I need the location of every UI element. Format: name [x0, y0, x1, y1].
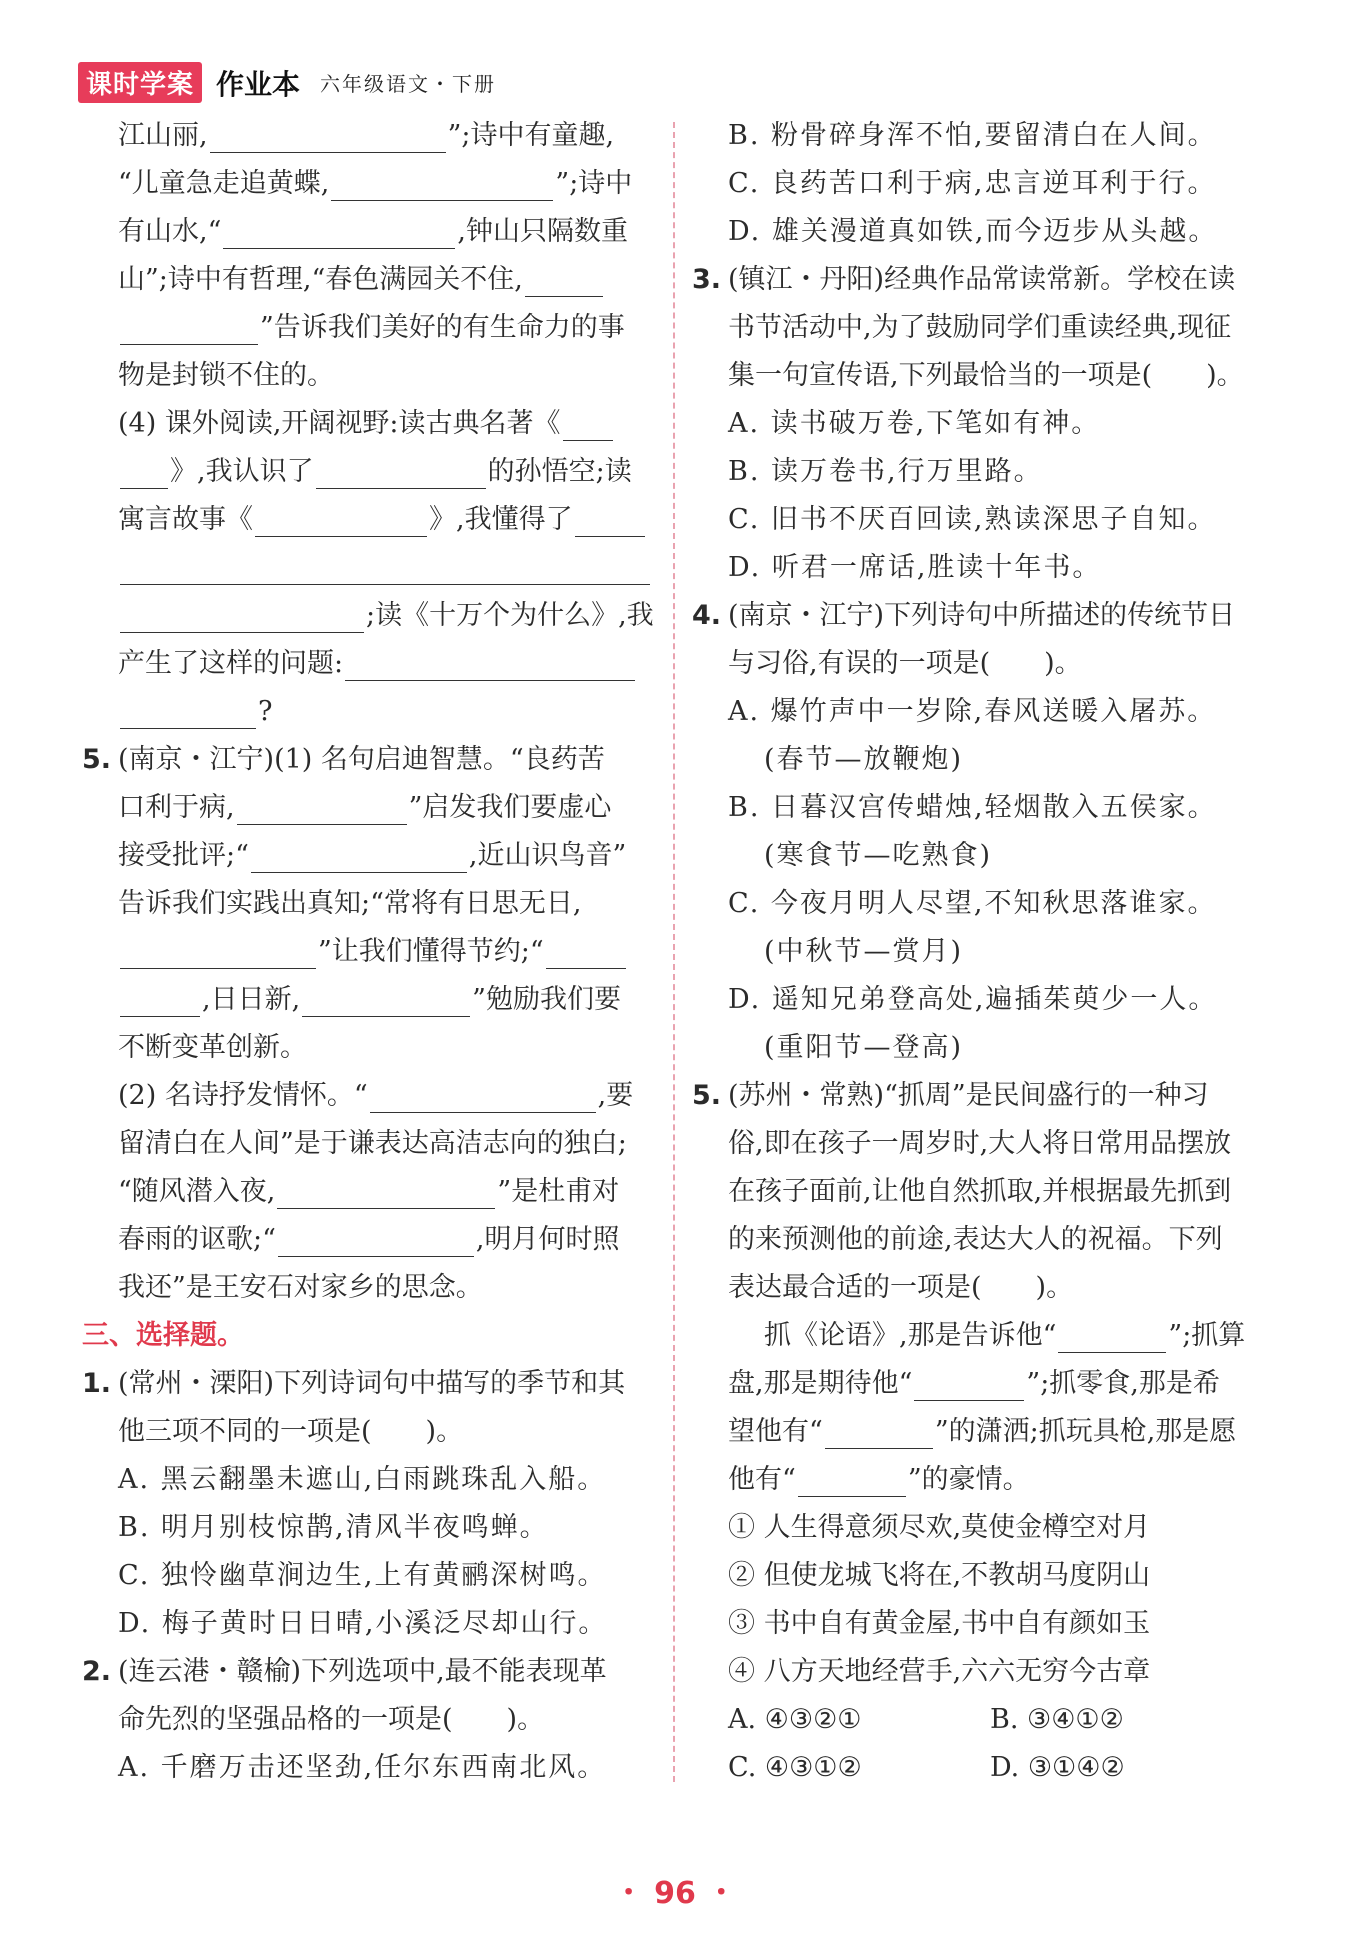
text-line: 与习俗,有误的一项是( )。	[728, 648, 1082, 679]
option-c[interactable]: C. 旧书不厌百回读,熟读深思子自知。	[728, 504, 1217, 535]
list-item: ① 人生得意须尽欢,莫使金樽空对月	[728, 1512, 1151, 1543]
column-divider	[673, 122, 675, 1782]
answer-blank[interactable]	[251, 840, 467, 873]
option-b[interactable]: B. 粉骨碎身浑不怕,要留清白在人间。	[728, 120, 1217, 151]
option-a[interactable]: A. 读书破万卷,下笔如有神。	[728, 408, 1101, 439]
answer-blank[interactable]	[223, 216, 455, 249]
option-c[interactable]: C. 良药苦口利于病,忠言逆耳利于行。	[728, 168, 1217, 199]
list-item: ② 但使龙城飞将在,不教胡马度阴山	[728, 1560, 1151, 1591]
text-line: 物是封锁不住的。	[118, 360, 334, 391]
option-note: (寒食节—吃熟食)	[764, 840, 993, 871]
answer-blank[interactable]	[255, 504, 427, 537]
answer-blank[interactable]	[278, 1224, 474, 1257]
option-a[interactable]: A. 黑云翻墨未遮山,白雨跳珠乱入船。	[118, 1464, 607, 1495]
question-number: 5.	[82, 744, 112, 775]
question-number: 4.	[692, 600, 722, 631]
option-b[interactable]: B. 明月别枝惊鹊,清风半夜鸣蝉。	[118, 1512, 549, 1543]
answer-blank[interactable]	[345, 648, 635, 681]
question-5: 5. (南京・江宁)(1) 名句启迪智慧。“良药苦	[82, 736, 654, 784]
list-item: ④ 八方天地经营手,六六无穷今古章	[728, 1656, 1151, 1687]
text-line: 告诉我们实践出真知;“常将有日思无日,	[118, 888, 582, 919]
text-line: 不断变革创新。	[118, 1032, 307, 1063]
option-d[interactable]: D. 雄关漫道真如铁,而今迈步从头越。	[728, 216, 1218, 247]
text-line: 书节活动中,为了鼓励同学们重读经典,现征	[728, 312, 1232, 343]
answer-blank[interactable]	[120, 600, 364, 633]
text-line	[82, 544, 654, 592]
text-line: ;读《十万个为什么》,我	[82, 592, 654, 640]
answer-blank[interactable]	[316, 456, 486, 489]
text-line: 他有“ ”的豪情。	[728, 1464, 1030, 1495]
option-a[interactable]: A. 爆竹声中一岁除,春风送暖入屠苏。	[728, 696, 1217, 727]
text-line: ”让我们懂得节约;“	[82, 928, 654, 976]
option-a[interactable]: A. ④③②①	[728, 1704, 862, 1735]
choice-question-5: 5. (苏州・常熟)“抓周”是民间盛行的一种习	[692, 1072, 1272, 1120]
answer-blank[interactable]	[563, 408, 613, 441]
option-d[interactable]: D. 听君一席话,胜读十年书。	[728, 552, 1102, 583]
option-d[interactable]: D. ③①④②	[990, 1752, 1125, 1783]
text-line: “儿童急走追黄蝶, ”;诗中	[118, 168, 633, 199]
text-line: (4) 课外阅读,开阔视野:读古典名著《	[82, 400, 654, 448]
text-line: (2) 名诗抒发情怀。“ ,要	[118, 1080, 634, 1111]
answer-blank[interactable]	[525, 264, 603, 297]
text-line: 我还”是王安石对家乡的思念。	[118, 1272, 483, 1303]
option-b[interactable]: B. ③④①②	[990, 1704, 1124, 1735]
text-line: 表达最合适的一项是( )。	[728, 1272, 1074, 1303]
text-line: 抓《论语》,那是告诉他“ ”;抓算	[764, 1320, 1246, 1351]
brand-logo-black: 作业本	[216, 67, 301, 101]
text-line: 的来预测他的前途,表达大人的祝福。下列	[728, 1224, 1223, 1255]
question-number: 3.	[692, 264, 722, 295]
option-note: (春节—放鞭炮)	[764, 744, 964, 775]
right-column	[692, 112, 1272, 1792]
question-number: 2.	[82, 1656, 112, 1687]
option-c[interactable]: C. ④③①②	[728, 1752, 862, 1783]
answer-blank[interactable]	[210, 120, 446, 153]
answer-blank[interactable]	[546, 936, 626, 969]
list-item: ③ 书中自有黄金屋,书中自有颜如玉	[728, 1608, 1151, 1639]
text-line: 口利于病, ”启发我们要虚心	[118, 792, 612, 823]
option-c[interactable]: C. 今夜月明人尽望,不知秋思落谁家。	[728, 888, 1217, 919]
text-line: 有山水,“ ,钟山只隔数重	[118, 216, 628, 247]
option-d[interactable]: D. 梅子黄时日日晴,小溪泛尽却山行。	[118, 1608, 608, 1639]
text-line: ?	[82, 688, 654, 736]
option-c[interactable]: C. 独怜幽草涧边生,上有黄鹂深树鸣。	[118, 1560, 607, 1591]
question-number: 5.	[692, 1080, 722, 1111]
answer-blank[interactable]	[120, 696, 256, 729]
brand-logo-red: 课时学案	[78, 62, 202, 103]
question-number: 1.	[82, 1368, 112, 1399]
answer-blank[interactable]	[1058, 1320, 1166, 1353]
text-line: “随风潜入夜, ”是杜甫对	[118, 1176, 620, 1207]
answer-blank[interactable]	[825, 1416, 933, 1449]
choice-question-1: 1. (常州・溧阳)下列诗词句中描写的季节和其	[82, 1360, 654, 1408]
answer-blank[interactable]	[277, 1176, 495, 1209]
text-line: 》,我认识了 的孙悟空;读	[82, 448, 654, 496]
options-row	[692, 1744, 1272, 1792]
option-note: (中秋节—赏月)	[764, 936, 964, 967]
text-line: 望他有“ ”的潇洒;抓玩具枪,那是愿	[728, 1416, 1237, 1447]
answer-blank[interactable]	[914, 1368, 1024, 1401]
text-line: 接受批评;“ ,近山识鸟音”	[118, 840, 627, 871]
text-line: 留清白在人间”是于谦表达高洁志向的独白;	[118, 1128, 627, 1159]
answer-blank[interactable]	[798, 1464, 906, 1497]
options-row	[692, 1696, 1272, 1744]
text-line: 山”;诗中有哲理,“春色满园关不住,	[82, 256, 654, 304]
text-line: 他三项不同的一项是( )。	[118, 1416, 464, 1447]
option-note: (重阳节—登高)	[764, 1032, 964, 1063]
answer-blank[interactable]	[120, 312, 258, 345]
choice-question-3: 3. (镇江・丹阳)经典作品常读常新。学校在读	[692, 256, 1272, 304]
text-line: 在孩子面前,让他自然抓取,并根据最先抓到	[728, 1176, 1232, 1207]
answer-blank[interactable]	[331, 168, 553, 201]
text-line: 盘,那是期待他“ ”;抓零食,那是希	[728, 1368, 1220, 1399]
header	[78, 62, 496, 103]
text-line: 江山丽, ”;诗中有童趣,	[118, 120, 615, 151]
option-d[interactable]: D. 遥知兄弟登高处,遍插茱萸少一人。	[728, 984, 1218, 1015]
text-line: 产生了这样的问题:	[82, 640, 654, 688]
text-line: 寓言故事《 》,我懂得了	[82, 496, 654, 544]
answer-blank[interactable]	[120, 936, 316, 969]
choice-question-2: 2. (连云港・赣榆)下列选项中,最不能表现革	[82, 1648, 654, 1696]
answer-blank[interactable]	[237, 792, 407, 825]
choice-question-4: 4. (南京・江宁)下列诗句中所描述的传统节日	[692, 592, 1272, 640]
left-column	[82, 112, 654, 1792]
text-line: 春雨的讴歌;“ ,明月何时照	[118, 1224, 620, 1255]
text-line: 命先烈的坚强品格的一项是( )。	[118, 1704, 545, 1735]
option-b[interactable]: B. 日暮汉宫传蜡烛,轻烟散入五侯家。	[728, 792, 1217, 823]
answer-blank[interactable]	[302, 984, 470, 1017]
answer-blank[interactable]	[120, 552, 650, 585]
section-title: 三、选择题。	[82, 1320, 244, 1351]
text-line: 集一句宣传语,下列最恰当的一项是( )。	[728, 360, 1244, 391]
answer-blank[interactable]	[120, 456, 168, 489]
page-number: ・ 96 ・	[613, 1876, 737, 1911]
option-a[interactable]: A. 千磨万击还坚劲,任尔东西南北风。	[118, 1752, 607, 1783]
book-subtitle: 六年级语文・下册	[320, 72, 497, 96]
text-line: ”告诉我们美好的有生命力的事	[82, 304, 654, 352]
text-line: ,日日新, ”勉励我们要	[82, 976, 654, 1024]
answer-blank[interactable]	[575, 504, 645, 537]
text-line: 俗,即在孩子一周岁时,大人将日常用品摆放	[728, 1128, 1232, 1159]
answer-blank[interactable]	[120, 984, 200, 1017]
answer-blank[interactable]	[370, 1080, 596, 1113]
option-b[interactable]: B. 读万卷书,行万里路。	[728, 456, 1043, 487]
